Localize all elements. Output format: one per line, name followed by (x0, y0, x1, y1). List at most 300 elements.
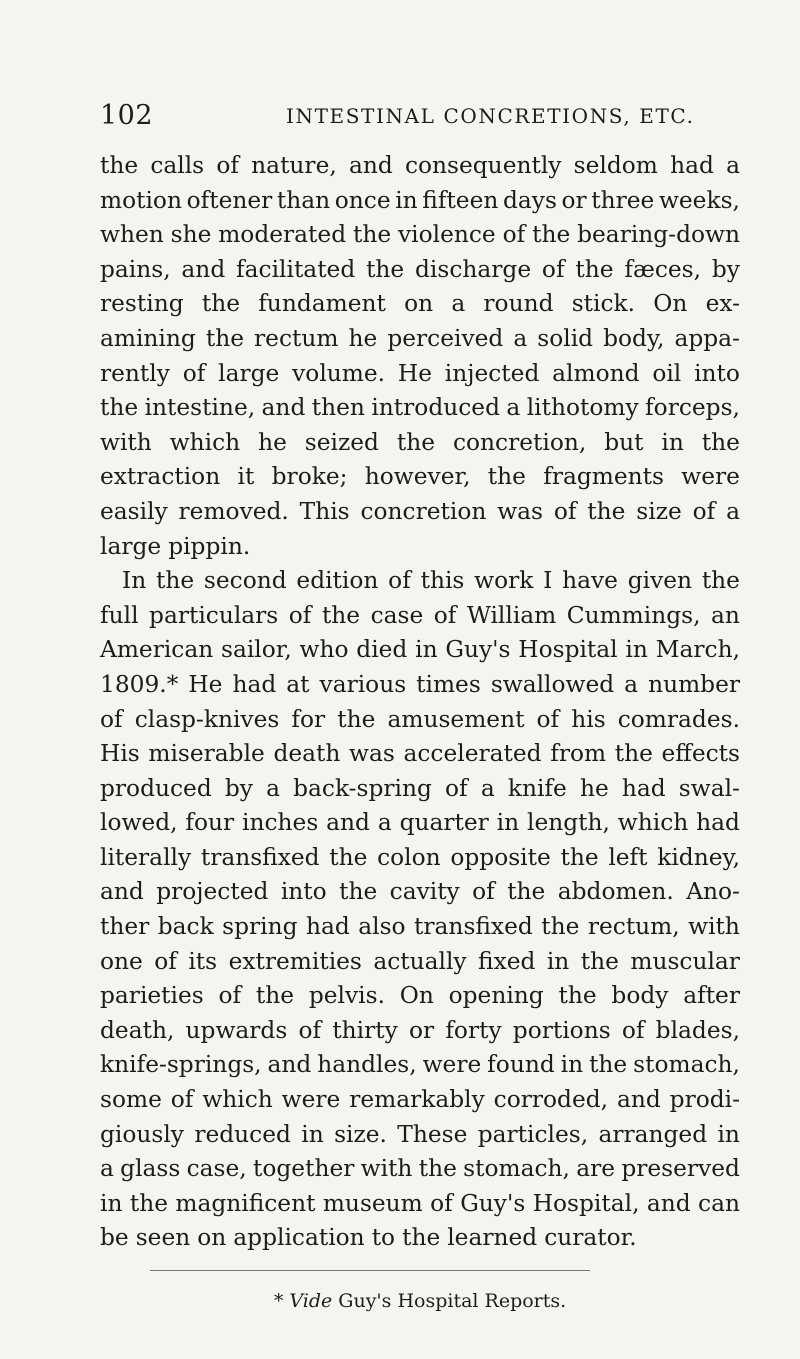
text-line (100, 1048, 740, 1083)
word: concretion, (452, 428, 587, 456)
word: can (698, 1189, 740, 1217)
word: lithotomy (526, 394, 639, 422)
word: ther (100, 913, 150, 941)
word: in (546, 947, 570, 975)
word: and (616, 1086, 661, 1114)
word: stomach, (463, 1155, 570, 1183)
word: and (261, 394, 306, 422)
word: of (541, 255, 565, 283)
word: from (550, 740, 607, 768)
word: of (621, 1016, 645, 1044)
word: in (301, 1120, 324, 1148)
word: together (253, 1155, 355, 1183)
word: than (276, 186, 331, 214)
word: into (694, 359, 740, 387)
word: of (216, 152, 239, 179)
text-line (100, 253, 740, 288)
word: removed. (178, 497, 289, 525)
word: pelvis. (308, 982, 385, 1010)
text-line (100, 806, 740, 841)
text-line (100, 1118, 740, 1153)
word: concretion (360, 497, 487, 525)
word: corroded, (493, 1086, 609, 1114)
word: were (681, 463, 740, 491)
word: of (445, 774, 468, 802)
word: On (399, 982, 434, 1010)
word: moderated (218, 221, 347, 249)
word: a (480, 774, 495, 802)
word: oil (652, 359, 682, 387)
word: a (100, 1155, 114, 1183)
word: I (543, 567, 553, 595)
word: left (608, 843, 648, 871)
word: fundament (258, 290, 386, 318)
word: portions (512, 1016, 611, 1044)
word: the (100, 152, 139, 179)
text-line (100, 1014, 740, 1049)
word: its (188, 947, 218, 975)
word: and (646, 1189, 691, 1217)
word: she (170, 221, 212, 249)
word: stomach, (633, 1051, 740, 1079)
text-line (100, 772, 740, 807)
word: in (415, 636, 438, 664)
word: he (348, 324, 378, 352)
footnote-vide: Vide (289, 1290, 333, 1312)
word: bearing-down (577, 221, 740, 249)
word: length, (527, 809, 610, 837)
word: was (349, 740, 395, 768)
word: by (224, 774, 253, 802)
word: March, (655, 636, 740, 664)
word: blades, (655, 1016, 740, 1044)
text-line (100, 1187, 740, 1222)
word: application (233, 1224, 365, 1252)
text-line (100, 910, 740, 945)
text-line (100, 322, 740, 357)
word: muscular (630, 947, 740, 975)
word: On (653, 290, 688, 318)
word: miserable (148, 740, 265, 768)
word: had (670, 152, 714, 179)
word: comrades. (617, 705, 740, 733)
word: into (280, 878, 327, 906)
word: spring (222, 913, 298, 941)
word: rectum, (587, 913, 680, 941)
word: times (416, 670, 481, 698)
word: of (472, 878, 495, 906)
word: clasp-knives (134, 705, 280, 733)
word: the (339, 878, 378, 906)
word: with (688, 913, 740, 941)
word: extremities (228, 947, 362, 975)
word: was (497, 497, 543, 525)
text-line (100, 495, 740, 530)
word: large (218, 359, 280, 387)
word: a (377, 809, 392, 837)
word: transfixed (414, 913, 533, 941)
word: prodi- (669, 1086, 740, 1114)
word: body (611, 982, 669, 1010)
text-line (100, 737, 740, 772)
word: He (188, 670, 223, 698)
word: the (575, 255, 614, 283)
word: weeks, (658, 186, 740, 214)
word: knife (507, 774, 567, 802)
footnote-marker: * (273, 1290, 284, 1312)
word: back (157, 913, 214, 941)
word: a (726, 497, 740, 525)
word: had (696, 809, 740, 837)
page-number: 102 (100, 100, 154, 131)
word: case, (186, 1155, 247, 1183)
word: are (576, 1155, 616, 1183)
word: abdomen. (557, 878, 674, 906)
word: the (587, 497, 626, 525)
word: museum (322, 1189, 423, 1217)
word: of (536, 705, 560, 733)
word: the (589, 1051, 628, 1079)
word: preserved (621, 1155, 740, 1183)
text-line (100, 668, 740, 703)
word: transfixed (200, 843, 320, 871)
text-line (100, 1083, 740, 1118)
word: literally (100, 843, 192, 871)
word: body, (603, 324, 665, 352)
word: of (182, 359, 206, 387)
word: the (487, 463, 526, 491)
text-line (100, 1221, 740, 1256)
word: found (487, 1051, 555, 1079)
word: learned (447, 1224, 538, 1252)
word: had (306, 913, 350, 941)
word: thirty (332, 1016, 398, 1044)
word: amusement (387, 705, 525, 733)
word: a (726, 152, 740, 179)
word: colon (377, 843, 441, 871)
word: American (100, 636, 214, 664)
word: appa- (674, 324, 740, 352)
word: amining (100, 324, 196, 352)
word: reduced (194, 1120, 291, 1148)
running-title: INTESTINAL CONCRETIONS, ETC. (286, 104, 695, 128)
word: in (496, 809, 520, 837)
footnote (100, 1290, 740, 1312)
word: almond (552, 359, 640, 387)
word: various (319, 670, 407, 698)
word: with (100, 428, 152, 456)
text-line (100, 287, 740, 322)
word: of (388, 567, 411, 595)
word: and (348, 152, 393, 179)
word: giously (100, 1120, 184, 1148)
word: size (636, 497, 682, 525)
word: Hospital (518, 636, 618, 664)
word: of (502, 221, 526, 249)
word: size. (334, 1120, 387, 1148)
text-line (100, 599, 740, 634)
word: forceps, (645, 394, 740, 422)
word: it (237, 463, 255, 491)
text-line (100, 391, 740, 426)
word: opposite (450, 843, 551, 871)
word: of (170, 1086, 194, 1114)
text-line (100, 564, 740, 599)
word: accelerated (403, 740, 542, 768)
text-line (100, 979, 740, 1014)
word: the (580, 947, 619, 975)
word: In (122, 567, 147, 595)
word: the (337, 705, 376, 733)
word: inches (242, 809, 319, 837)
word: the (366, 255, 405, 283)
word: on (197, 1224, 227, 1252)
word: motion (100, 186, 182, 214)
word: in (560, 1051, 584, 1079)
word: of (692, 497, 716, 525)
footnote-text: Guy's Hospital Reports. (338, 1290, 567, 1312)
word: which (617, 809, 689, 837)
word: were (422, 1051, 482, 1079)
word: Hospital, (532, 1189, 640, 1217)
word: extraction (100, 463, 221, 491)
word: a (266, 774, 280, 802)
word: the (701, 567, 740, 595)
word: were (281, 1086, 341, 1114)
text-line (100, 218, 740, 253)
word: the (129, 1189, 168, 1217)
word: the (329, 843, 368, 871)
word: discharge (415, 255, 532, 283)
word: he (258, 428, 287, 456)
word: broke; (271, 463, 348, 491)
word: back-spring (293, 774, 432, 802)
word: Ano- (686, 878, 740, 906)
text-line (100, 875, 740, 910)
word: facilitated (236, 255, 356, 283)
text-line (100, 703, 740, 738)
word: an (711, 601, 740, 629)
text-line (100, 426, 740, 461)
word: He (397, 359, 432, 387)
word: intestine, (144, 394, 256, 422)
word: a (451, 290, 466, 318)
word: of (430, 1189, 453, 1217)
word: fragments (543, 463, 664, 491)
word: particles, (477, 1120, 589, 1148)
word: four (185, 809, 235, 837)
word: the (396, 428, 436, 456)
word: rectum (254, 324, 339, 352)
word: round (483, 290, 554, 318)
word: the (558, 982, 597, 1010)
word: seldom (573, 152, 658, 179)
word: Guy's (460, 1189, 526, 1217)
word: sailor, (221, 636, 292, 664)
word: William (466, 601, 557, 629)
word: cavity (389, 878, 460, 906)
word: the (155, 567, 195, 595)
word: edition (296, 567, 379, 595)
word: the (614, 740, 653, 768)
word: of (218, 982, 242, 1010)
word: lowed, (100, 809, 178, 837)
word: in (717, 1120, 740, 1148)
text-line (100, 357, 740, 392)
word: arranged (598, 1120, 708, 1148)
word: of (298, 1016, 322, 1044)
word: This (299, 497, 350, 525)
word: particulars (149, 601, 279, 629)
word: the (541, 913, 580, 941)
word: work (474, 567, 534, 595)
word: be (100, 1224, 129, 1252)
word: easily (100, 497, 168, 525)
word: second (203, 567, 287, 595)
word: actually (373, 947, 467, 975)
word: of (100, 705, 123, 733)
word: remarkably (349, 1086, 485, 1114)
word: seized (304, 428, 379, 456)
word: once (334, 186, 391, 214)
text-line (100, 1152, 740, 1187)
word: the (100, 394, 139, 422)
word: or (408, 1016, 435, 1044)
word: glass (120, 1155, 181, 1183)
word: the (255, 982, 295, 1010)
word: seen (135, 1224, 191, 1252)
word: injected (444, 359, 540, 387)
word: full (100, 601, 139, 629)
word: a (624, 670, 639, 698)
word: His (100, 740, 140, 768)
running-head (100, 100, 740, 136)
word: in (395, 186, 418, 214)
word: had (621, 774, 666, 802)
word: fifteen (422, 186, 499, 214)
body-text (100, 149, 740, 1256)
word: forty (445, 1016, 502, 1044)
word: swal- (678, 774, 740, 802)
word: which (169, 428, 241, 456)
text-line (100, 460, 740, 495)
word: of (288, 601, 312, 629)
word: parieties (100, 982, 204, 1010)
word: also (358, 913, 406, 941)
word: one (100, 947, 143, 975)
word: the (352, 221, 392, 249)
word: he (579, 774, 609, 802)
text-line (100, 184, 740, 219)
word: calls (150, 152, 205, 179)
word: on (404, 290, 434, 318)
word: the (507, 878, 546, 906)
word: and (181, 255, 226, 283)
word: the (701, 428, 740, 456)
word: the (532, 221, 571, 249)
word: the (560, 843, 599, 871)
word: died (356, 636, 408, 664)
word: and (267, 1051, 312, 1079)
word: a (506, 394, 521, 422)
word: of (433, 601, 457, 629)
word: rently (100, 359, 170, 387)
word: handles, (317, 1051, 417, 1079)
word: the (205, 324, 244, 352)
word: had (232, 670, 277, 698)
text-line (100, 945, 740, 980)
word: or (561, 186, 587, 214)
word: days (502, 186, 557, 214)
word: curator. (544, 1224, 637, 1252)
word: his (571, 705, 606, 733)
word: of (553, 497, 577, 525)
text-line (100, 530, 740, 565)
word: volume. (292, 359, 386, 387)
word: in (625, 636, 648, 664)
text-line (100, 149, 740, 184)
word: of (154, 947, 177, 975)
word: solid (537, 324, 594, 352)
text-line (100, 633, 740, 668)
word: the (418, 1155, 457, 1183)
word: stick. (571, 290, 636, 318)
word: the (402, 1224, 441, 1252)
word: Guy's (445, 636, 511, 664)
word: magnificent (175, 1189, 316, 1217)
word: after (683, 982, 740, 1010)
word: a (513, 324, 528, 352)
word: violence (398, 221, 496, 249)
word: Cummings, (566, 601, 701, 629)
word: the (321, 601, 361, 629)
word: fæces, (624, 255, 702, 283)
word: produced (100, 774, 212, 802)
word: opening (448, 982, 544, 1010)
word: by (711, 255, 740, 283)
word: pains, (100, 255, 171, 283)
word: kidney, (657, 843, 740, 871)
word: perceived (387, 324, 504, 352)
word: in (100, 1189, 123, 1217)
word: death, (100, 1016, 175, 1044)
word: however, (364, 463, 471, 491)
word: and (326, 809, 370, 837)
word: when (100, 221, 164, 249)
word: knife-springs, (100, 1051, 262, 1079)
word: three (591, 186, 655, 214)
word: nature, (251, 152, 337, 179)
word: at (286, 670, 310, 698)
word: projected (156, 878, 269, 906)
word: in (661, 428, 684, 456)
word: and (100, 878, 144, 906)
word: who (299, 636, 349, 664)
word: for (291, 705, 326, 733)
word: ex- (705, 290, 740, 318)
word: swallowed (490, 670, 615, 698)
word: some (100, 1086, 162, 1114)
word: large (100, 532, 162, 560)
word: the (201, 290, 240, 318)
word: which (202, 1086, 273, 1114)
word: consequently (404, 152, 562, 179)
word: introduced (371, 394, 500, 422)
word: upwards (185, 1016, 288, 1044)
word: then (311, 394, 365, 422)
word: with (360, 1155, 413, 1183)
text-line (100, 841, 740, 876)
